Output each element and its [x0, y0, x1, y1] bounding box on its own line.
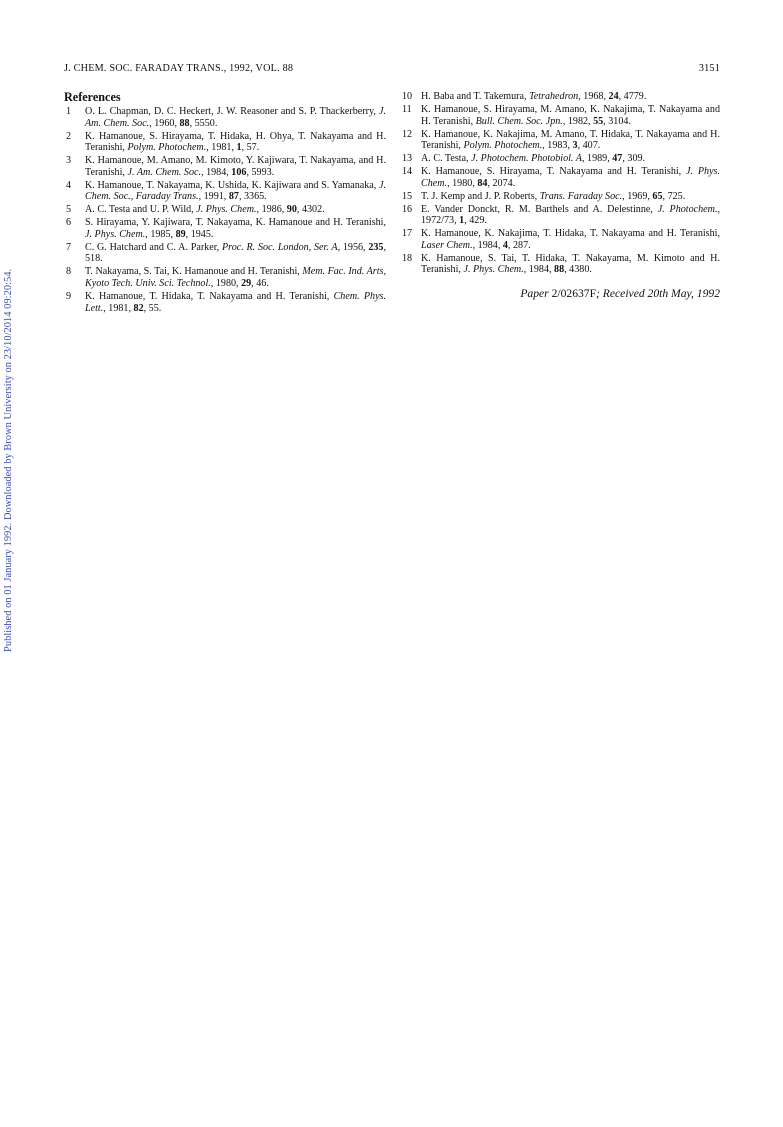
reference-number: 6 [66, 217, 72, 229]
volume-number: 29 [241, 278, 252, 290]
reference-fragment: K. Hamanoue, T. Hidaka, T. Nakayama and H. Teranishi, [85, 291, 334, 303]
references-heading: References [64, 90, 121, 104]
reference-list-right [400, 91, 720, 276]
reference-number: 18 [402, 252, 413, 264]
page-number: 3151 [698, 63, 720, 74]
volume-number: 89 [175, 228, 186, 240]
received-date: ; Received 20th May, 1992 [596, 287, 720, 301]
reference-text [421, 91, 646, 102]
reference-text [85, 291, 386, 314]
journal-name: J. Phys. Chem. [196, 204, 257, 216]
volume-number: 90 [286, 204, 297, 216]
journal-name: J. Am. Chem. Soc. [85, 106, 386, 129]
reference-fragment: , 1956, [337, 241, 369, 253]
journal-name: J. Phys. Chem. [421, 166, 721, 189]
volume-number: 235 [368, 241, 384, 253]
reference-number: 5 [66, 204, 72, 216]
volume-number: 3 [572, 140, 578, 152]
reference-fragment: , 46. [251, 278, 269, 290]
reference-text [85, 204, 325, 215]
reference-number: 12 [402, 128, 413, 140]
reference-fragment: , 407. [577, 140, 601, 152]
reference-number: 13 [402, 153, 413, 165]
reference-fragment: K. Hamanoue, M. Amano, M. Kimoto, Y. Kajiwara, T. Nakayama, and H. Teranishi, [85, 155, 386, 178]
reference-fragment: , 1980, [447, 177, 478, 189]
reference-number: 8 [66, 266, 72, 278]
reference-text [85, 131, 386, 154]
reference-text [85, 106, 386, 129]
reference-item [64, 106, 386, 129]
journal-name: Proc. R. Soc. London, Ser. A [221, 241, 338, 253]
reference-item [400, 91, 720, 103]
reference-number: 14 [402, 166, 413, 178]
reference-number: 1 [66, 106, 72, 117]
reference-number: 9 [66, 291, 72, 303]
reference-fragment: T. J. Kemp and J. P. Roberts, [421, 190, 540, 202]
reference-fragment: , 1980, [210, 278, 242, 290]
reference-fragment: K. Hamanoue, S. Hirayama, T. Nakayama and H. Teranishi, [421, 166, 687, 178]
reference-item [400, 153, 720, 165]
reference-fragment: K. Hamanoue, S. Hirayama, T. Hidaka, H. Ohya, T. Nakayama and H. Teranishi, [85, 130, 386, 154]
reference-fragment: , 1989, [581, 153, 613, 165]
reference-number: 11 [402, 103, 412, 115]
reference-item [64, 180, 386, 203]
reference-fragment: , 1984, [201, 166, 232, 178]
reference-text [85, 217, 386, 240]
reference-number: 16 [402, 203, 413, 215]
journal-name: J. Chem. Soc., Faraday Trans. [85, 179, 386, 203]
reference-fragment: , 1982, [562, 115, 594, 127]
reference-number: 10 [402, 91, 413, 102]
reference-fragment: , 1984, [472, 239, 503, 251]
reference-fragment: K. Hamanoue, K. Nakajima, T. Hidaka, T. Nakayama and H. Teranishi, [421, 228, 720, 240]
reference-fragment: T. Nakayama, S. Tai, K. Hamanoue and H. Teranishi, [85, 266, 303, 278]
journal-name: J. Phys. Chem. [463, 264, 524, 276]
reference-text [421, 204, 720, 227]
reference-fragment: , 287. [507, 239, 531, 251]
reference-fragment: S. Hirayama, Y. Kajiwara, T. Nakayama, K. Hamanoue and H. Teranishi, [85, 217, 386, 229]
reference-item [64, 155, 386, 178]
reference-text [421, 166, 720, 189]
journal-name: J. Am. Chem. Soc. [127, 166, 202, 178]
journal-name: Bull. Chem. Soc. Jpn. [475, 115, 563, 127]
reference-item [64, 242, 386, 265]
reference-fragment: , 1972/73, [421, 203, 720, 227]
reference-fragment: , 1991, [198, 191, 229, 203]
reference-fragment: , 1960, [149, 117, 180, 129]
reference-text [421, 228, 720, 251]
page-header [64, 63, 720, 77]
volume-number: 24 [608, 91, 619, 102]
reference-fragment: , 1986, [256, 204, 287, 216]
reference-fragment: , 4779. [618, 91, 647, 102]
reference-item [400, 191, 720, 203]
reference-fragment: K. Hamanoue, S. Tai, T. Hidaka, T. Nakayama, M. Kimoto and H. Teranishi, [421, 252, 720, 276]
reference-fragment: K. Hamanoue, K. Nakajima, M. Amano, T. Hidaka, T. Nakayama and H. Teranishi, [421, 128, 720, 152]
reference-number: 2 [66, 130, 72, 142]
volume-number: 1 [236, 142, 242, 154]
reference-fragment: C. G. Hatchard and C. A. Parker, [85, 241, 222, 253]
reference-item [400, 104, 720, 127]
reference-number: 4 [66, 179, 72, 191]
journal-name: Trans. Faraday Soc. [539, 190, 623, 202]
volume-number: 55 [593, 115, 604, 127]
volume-number: 106 [231, 166, 247, 178]
reference-fragment: , 4302. [296, 204, 325, 216]
reference-item [400, 253, 720, 276]
reference-item [400, 166, 720, 189]
references-column-right [400, 91, 720, 301]
reference-fragment: , 1983, [542, 140, 573, 152]
paper-code: 2/02637F [551, 287, 597, 301]
journal-name: Polym. Photochem. [127, 142, 207, 154]
journal-name: Mem. Fac. Ind. Arts, Kyoto Tech. Univ. Sci. Technol. [85, 266, 386, 290]
paper-label: Paper [520, 287, 549, 301]
reference-item [64, 131, 386, 154]
reference-fragment: H. Baba and T. Takemura, [421, 91, 530, 102]
reference-item [64, 291, 386, 314]
reference-item [400, 204, 720, 227]
reference-fragment: , 55. [143, 302, 162, 314]
reference-fragment: A. C. Testa and U. P. Wild, [85, 204, 197, 216]
reference-fragment: , 3104. [603, 115, 631, 127]
volume-number: 88 [179, 117, 190, 129]
journal-name: J. Photochem. Photobiol. A [471, 153, 582, 165]
reference-number: 17 [402, 228, 413, 240]
reference-item [64, 204, 386, 216]
volume-number: 82 [133, 302, 144, 314]
journal-name: Tetrahedron [529, 91, 579, 102]
volume-number: 87 [228, 191, 239, 203]
reference-text [85, 155, 386, 178]
volume-number: 65 [652, 190, 663, 202]
reference-text [421, 153, 645, 164]
volume-number: 88 [554, 264, 565, 276]
reference-text [85, 266, 386, 289]
references-column-left [64, 90, 386, 316]
reference-fragment: , 5550. [189, 117, 218, 129]
reference-fragment: , 2074. [487, 177, 516, 189]
reference-item [64, 217, 386, 240]
reference-fragment: , 725. [662, 190, 686, 202]
reference-fragment: , 1984, [523, 264, 555, 276]
reference-text [421, 253, 720, 276]
reference-text [85, 180, 386, 203]
reference-fragment: , 1981, [206, 142, 237, 154]
reference-fragment: A. C. Testa, [421, 153, 472, 165]
journal-name: J. Photochem. [657, 203, 718, 215]
volume-number: 4 [502, 239, 508, 251]
journal-name: Polym. Photochem. [463, 140, 543, 152]
reference-text [85, 242, 386, 265]
reference-fragment: , 57. [241, 142, 260, 154]
reference-fragment: O. L. Chapman, D. C. Heckert, J. W. Reasoner and S. P. Thackerberry, [85, 106, 379, 117]
reference-text [421, 129, 720, 152]
reference-number: 7 [66, 241, 72, 253]
journal-name: Chem. Phys. Lett. [85, 291, 387, 314]
volume-number: 47 [612, 153, 623, 165]
reference-text [421, 191, 685, 202]
reference-fragment: K. Hamanoue, T. Nakayama, K. Ushida, K. Kajiwara and S. Yamanaka, [85, 179, 379, 191]
reference-number: 15 [402, 190, 413, 202]
received-line [400, 287, 720, 301]
volume-number: 84 [477, 177, 488, 189]
reference-fragment: , 4380. [564, 264, 592, 276]
watermark-text: Published on 01 January 1992. Downloaded by Brown University on 23/10/2014 09:20:54. [3, 268, 14, 652]
volume-number: 1 [459, 215, 465, 227]
reference-fragment: , 1968, [578, 91, 609, 102]
reference-item [400, 228, 720, 251]
reference-fragment: , 3365. [238, 191, 267, 203]
reference-fragment: E. Vander Donckt, R. M. Barthels and A. Delestinne, [421, 203, 658, 215]
reference-fragment: , 5993. [246, 166, 275, 178]
reference-number: 3 [66, 155, 72, 167]
reference-list-left [64, 106, 386, 314]
journal-name: J. Phys. Chem. [85, 228, 146, 240]
download-watermark [3, 18, 19, 663]
reference-text [421, 104, 720, 127]
reference-item [400, 129, 720, 152]
reference-fragment: , 518. [85, 241, 386, 265]
reference-fragment: , 1969, [622, 190, 653, 202]
journal-name: Laser Chem. [421, 239, 473, 251]
reference-fragment: , 1945. [185, 228, 214, 240]
reference-fragment: , 429. [464, 215, 487, 227]
reference-item [64, 266, 386, 289]
reference-fragment: , 309. [622, 153, 646, 165]
journal-citation: J. CHEM. SOC. FARADAY TRANS., 1992, VOL. 88 [64, 63, 294, 74]
reference-fragment: K. Hamanoue, S. Hirayama, M. Amano, K. Nakajima, T. Nakayama and H. Teranishi, [421, 103, 720, 127]
reference-fragment: , 1985, [145, 228, 176, 240]
reference-fragment: , 1981, [103, 302, 134, 314]
